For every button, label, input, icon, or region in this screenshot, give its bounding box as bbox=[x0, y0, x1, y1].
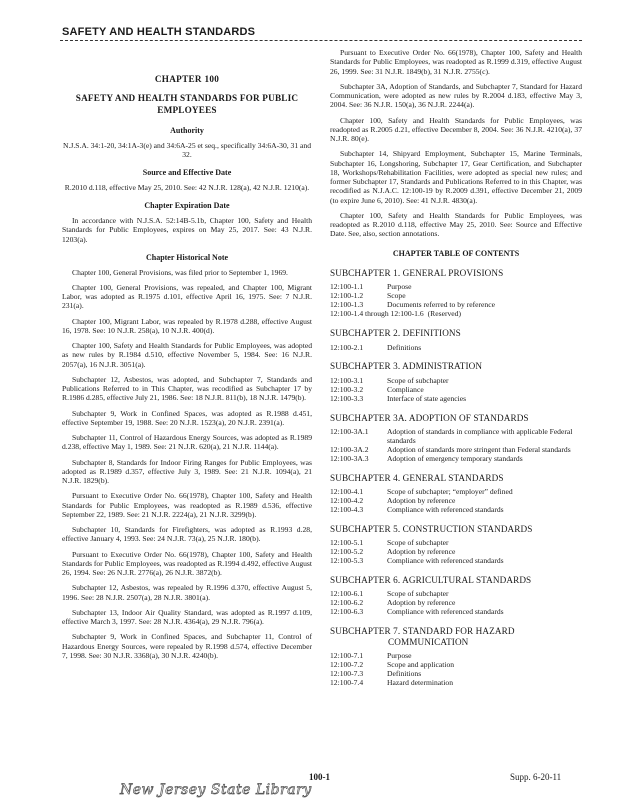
section-number: 12:100-4.3 bbox=[330, 504, 364, 514]
subchapter-title: SUBCHAPTER 6. AGRICULTURAL STANDARDS bbox=[330, 574, 532, 585]
left-column bbox=[62, 48, 312, 666]
history-note: Subchapter 11, Control of Hazardous Energy Sources, was adopted as R.1989 d.238, effective May 1, 1989. See: 21 N.J.R. 620(a), 21 N.J.R. 1144(a). bbox=[62, 433, 312, 452]
subchapter-title: SUBCHAPTER 5. CONSTRUCTION STANDARDS bbox=[330, 523, 533, 534]
section-number: 12:100-1.1 bbox=[330, 282, 364, 292]
section-number: 12:100-3.1 bbox=[330, 375, 364, 385]
expiration-heading: Chapter Expiration Date bbox=[144, 201, 230, 211]
toc-entry bbox=[330, 661, 582, 670]
toc-entry bbox=[330, 608, 582, 617]
source-heading: Source and Effective Date bbox=[142, 168, 232, 178]
history-note: Pursuant to Executive Order No. 66(1978), Chapter 100, Safety and Health Standards for Public Employees, was readopted as R.1999 d.319, effective August 26, 1999. See: 31 N.J.R. 1849(b), 31 N.J.R. 2755(c). bbox=[330, 48, 582, 76]
section-title: Interface of state agencies bbox=[387, 393, 467, 403]
section-number: 12:100-5.1 bbox=[330, 537, 364, 547]
section-number: 12:100-3A.1 bbox=[330, 426, 369, 436]
section-title: Adoption of standards in compliance with applicable Federal standards bbox=[387, 426, 573, 445]
section-title: Hazard determination bbox=[387, 678, 453, 688]
section-number: 12:100-7.2 bbox=[330, 660, 364, 670]
subchapter-heading bbox=[330, 268, 582, 279]
section-title: Purpose bbox=[387, 651, 412, 661]
section-number: 12:100-1.2 bbox=[330, 291, 364, 301]
history-note: Subchapter 9, Work in Confined Spaces, and Subchapter 11, Control of Hazardous Energy Sources, were repealed by R.1998 d.574, effective December 7, 1998. See: 30 N.J.R. 3368(a), 30 N.J.R. 4240(b). bbox=[62, 632, 312, 660]
section-title: Compliance with referenced standards bbox=[387, 504, 504, 514]
section-number: 12:100-3A.3 bbox=[330, 453, 369, 463]
library-stamp: New Jersey State Library bbox=[120, 782, 312, 798]
toc-entry bbox=[330, 283, 582, 292]
history-notes-left bbox=[62, 268, 312, 661]
section-number: 12:100-7.4 bbox=[330, 678, 364, 688]
history-note: Subchapter 3A, Adoption of Standards, and Subchapter 7, Standard for Hazard Communication, were adopted as new rules by R.2004 d.183, effective May 3, 2004. See: 36 N.J.R. 150(a), 36 N.J.R. 2244(a). bbox=[330, 81, 582, 110]
toc-entry bbox=[330, 344, 582, 353]
right-column bbox=[330, 48, 582, 688]
section-title: Scope of subchapter bbox=[387, 375, 449, 385]
section-number: 12:100-7.3 bbox=[330, 669, 364, 679]
section-number: 12:100-6.3 bbox=[330, 606, 364, 616]
history-notes-right bbox=[330, 48, 582, 239]
section-title: Compliance with referenced standards bbox=[387, 606, 504, 616]
section-number: 12:100-1.3 bbox=[330, 300, 364, 310]
toc-entry bbox=[330, 590, 582, 599]
subchapter-heading bbox=[330, 473, 582, 484]
toc-entry bbox=[330, 395, 582, 404]
section-title: Adoption of emergency temporary standards bbox=[387, 453, 523, 463]
section-title: Documents referred to by reference bbox=[387, 300, 495, 310]
history-note: Chapter 100, General Provisions, was filed prior to September 1, 1969. bbox=[72, 267, 288, 277]
chapter-number: CHAPTER 100 bbox=[154, 74, 220, 84]
subchapter-title: SUBCHAPTER 3. ADMINISTRATION bbox=[330, 361, 483, 372]
section-title: (Reserved) bbox=[427, 309, 461, 319]
section-number: 12:100-2.1 bbox=[330, 342, 364, 352]
section-title: Purpose bbox=[387, 282, 412, 292]
subchapter-title: SUBCHAPTER 2. DEFINITIONS bbox=[330, 328, 461, 339]
page-number: 100-1 bbox=[309, 772, 330, 782]
history-note: Subchapter 14, Shipyard Employment, Subchapter 15, Marine Terminals, Subchapter 16, Longshoring, Subchapter 17, Gear Certification, and Subchapter 18, Workshops/Rehabilitation Facilities, were adopted as special new rules; and former Subchapter 17, Standards and Publications Referred to in this Chapter, was recodified as N.J.A.C. 12:100-19 by R.2009 d.391, effective December 21, 2009 (to expire June 6, 2010). See: 41 N.J.R. 4830(a). bbox=[330, 149, 582, 205]
toc-entry bbox=[330, 506, 582, 515]
supplement-date: Supp. 6-20-11 bbox=[510, 772, 562, 782]
table-of-contents bbox=[330, 268, 582, 688]
section-title: Adoption by reference bbox=[387, 597, 456, 607]
subchapter-heading bbox=[330, 524, 582, 535]
toc-entry bbox=[330, 670, 582, 679]
section-number: 12:100-3.2 bbox=[330, 384, 364, 394]
history-note: Pursuant to Executive Order No. 66(1978), Chapter 100, Safety and Health Standards for Public Employees, was readopted as R.1994 d.492, effective August 26, 1994. See: 26 N.J.R. 2776(a), 26 N.J.R. 3872(b). bbox=[62, 549, 312, 578]
subchapter-title: SUBCHAPTER 7. STANDARD FOR HAZARD bbox=[330, 625, 515, 636]
section-title: Scope bbox=[387, 291, 406, 301]
history-heading: Chapter Historical Note bbox=[145, 252, 229, 262]
history-note: Subchapter 12, Asbestos, was repealed by R.1996 d.370, effective August 5, 1996. See: 28 N.J.R. 2507(a), 28 N.J.R. 3801(a). bbox=[62, 583, 312, 602]
section-number: 12:100-5.3 bbox=[330, 555, 364, 565]
section-title: Compliance with referenced standards bbox=[387, 555, 504, 565]
history-note: Subchapter 12, Asbestos, was adopted, and Subchapter 7, Standards and Publications Referred to in This Chapter, was recodified as Subchapter 17 by R.1986 d.285, effective July 21, 1986. See: 18 N.J.R. 811(b), 18 N.J.R. 1479(b). bbox=[62, 374, 312, 403]
section-title: Adoption by reference bbox=[387, 495, 456, 505]
history-note: Chapter 100, Safety and Health Standards for Public Employees, was readopted as R.2005 d.21, effective December 8, 2004. See: 36 N.J.R. 4210(a), 37 N.J.R. 80(e). bbox=[330, 115, 582, 143]
section-number: 12:100-3A.2 bbox=[330, 444, 369, 454]
toc-entry bbox=[330, 652, 582, 661]
subchapter-heading bbox=[330, 413, 582, 424]
history-note: Subchapter 8, Standards for Indoor Firing Ranges for Public Employees, was adopted as R.1989 d.357, effective July 3, 1989. See: 21 N.J.R. 1094(a), 21 N.J.R. 1829(b). bbox=[62, 457, 312, 486]
authority-heading: Authority bbox=[170, 126, 204, 136]
toc-entry bbox=[330, 455, 582, 464]
history-note: Subchapter 10, Standards for Firefighters, was adopted as R.1993 d.28, effective January 4, 1993. See: 24 N.J.R. 73(a), 25 N.J.R. 180(b). bbox=[62, 525, 312, 544]
section-title: Definitions bbox=[387, 669, 422, 679]
section-number: 12:100-6.2 bbox=[330, 597, 364, 607]
subchapter-title: SUBCHAPTER 1. GENERAL PROVISIONS bbox=[330, 268, 504, 279]
section-number: 12:100-3.3 bbox=[330, 393, 364, 403]
history-note: Subchapter 13, Indoor Air Quality Standard, was adopted as R.1997 d.109, effective March 3, 1997. See: 28 N.J.R. 4364(a), 29 N.J.R. 796(a). bbox=[62, 607, 312, 627]
history-note: Subchapter 9, Work in Confined Spaces, was adopted as R.1988 d.451, effective September 19, 1988. See: 20 N.J.R. 1523(a), 20 N.J.R. 2391(a). bbox=[62, 408, 312, 427]
history-note: Pursuant to Executive Order No. 66(1978), Chapter 100, Safety and Health Standards for Public Employees, was readopted as R.1989 d.536, effective September 22, 1989. See: 21 N.J.R. 2224(a), 21 N.J.R. 3299(b). bbox=[62, 491, 312, 519]
section-number: 12:100-7.1 bbox=[330, 651, 364, 661]
authority-text: N.J.S.A. 34:1-20, 34:1A-3(e) and 34:6A-25 et seq., specifically 34:6A-30, 31 and 32. bbox=[62, 140, 312, 160]
chapter-title: SAFETY AND HEALTH STANDARDS FOR PUBLIC EMPLOYEES bbox=[75, 93, 299, 115]
toc-entry bbox=[330, 557, 582, 566]
history-note: Chapter 100, Safety and Health Standards for Public Employees, was readopted as R.2010 d.118, effective May 25, 2010. See: Source and Effective Date. See, also, section annotations. bbox=[330, 210, 582, 239]
history-note: Chapter 100, Safety and Health Standards for Public Employees, was adopted as new rules by R.1984 d.510, effective November 5, 1984. See: 16 N.J.R. 2057(a), 16 N.J.R. 3051(a). bbox=[62, 341, 312, 369]
section-number: 12:100-4.1 bbox=[330, 486, 364, 496]
expiration-text: In accordance with N.J.S.A. 52:14B-5.1b, Chapter 100, Safety and Health Standards for Public Employees, expires on May 25, 2017. See: 43 N.J.R. 1203(a). bbox=[62, 216, 312, 244]
toc-entry bbox=[330, 310, 582, 319]
section-title: Definitions bbox=[387, 342, 422, 352]
section-number: 12:100-1.4 through 12:100-1.6 bbox=[330, 309, 424, 319]
section-title: Scope of subchapter bbox=[387, 537, 449, 547]
subchapter-heading bbox=[330, 626, 582, 648]
subchapter-title-continued: COMMUNICATION bbox=[388, 637, 469, 648]
section-number: 12:100-6.1 bbox=[330, 588, 364, 598]
section-title: Adoption of standards more stringent than Federal standards bbox=[387, 444, 571, 454]
subchapter-heading bbox=[330, 328, 582, 339]
section-title: Scope of subchapter; “employer” defined bbox=[387, 486, 513, 496]
toc-entry bbox=[330, 539, 582, 548]
section-title: Adoption by reference bbox=[387, 546, 456, 556]
history-note: Chapter 100, General Provisions, was repealed, and Chapter 100, Migrant Labor, was adopted as R.1975 d.101, effective April 16, 1975. See: 7 N.J.R. 231(a). bbox=[62, 282, 312, 311]
section-title: Scope and application bbox=[387, 660, 455, 670]
toc-entry bbox=[330, 488, 582, 497]
section-title: Compliance bbox=[387, 384, 424, 394]
section-number: 12:100-5.2 bbox=[330, 546, 364, 556]
header-rule bbox=[60, 40, 582, 41]
section-number: 12:100-4.2 bbox=[330, 495, 364, 505]
toc-entry bbox=[330, 679, 582, 688]
source-text: R.2010 d.118, effective May 25, 2010. See: 42 N.J.R. 128(a), 42 N.J.R. 1210(a). bbox=[64, 183, 310, 193]
running-header: SAFETY AND HEALTH STANDARDS bbox=[62, 26, 256, 38]
subchapter-title: SUBCHAPTER 3A. ADOPTION OF STANDARDS bbox=[330, 412, 529, 423]
toc-entry bbox=[330, 428, 582, 446]
subchapter-heading bbox=[330, 361, 582, 372]
subchapter-title: SUBCHAPTER 4. GENERAL STANDARDS bbox=[330, 472, 504, 483]
history-note: Chapter 100, Migrant Labor, was repealed by R.1978 d.288, effective August 16, 1978. See: 10 N.J.R. 258(a), 10 N.J.R. 400(d). bbox=[62, 316, 312, 335]
subchapter-heading bbox=[330, 575, 582, 586]
toc-title: CHAPTER TABLE OF CONTENTS bbox=[392, 248, 520, 258]
section-title: Scope of subchapter bbox=[387, 588, 449, 598]
toc-entry bbox=[330, 377, 582, 386]
